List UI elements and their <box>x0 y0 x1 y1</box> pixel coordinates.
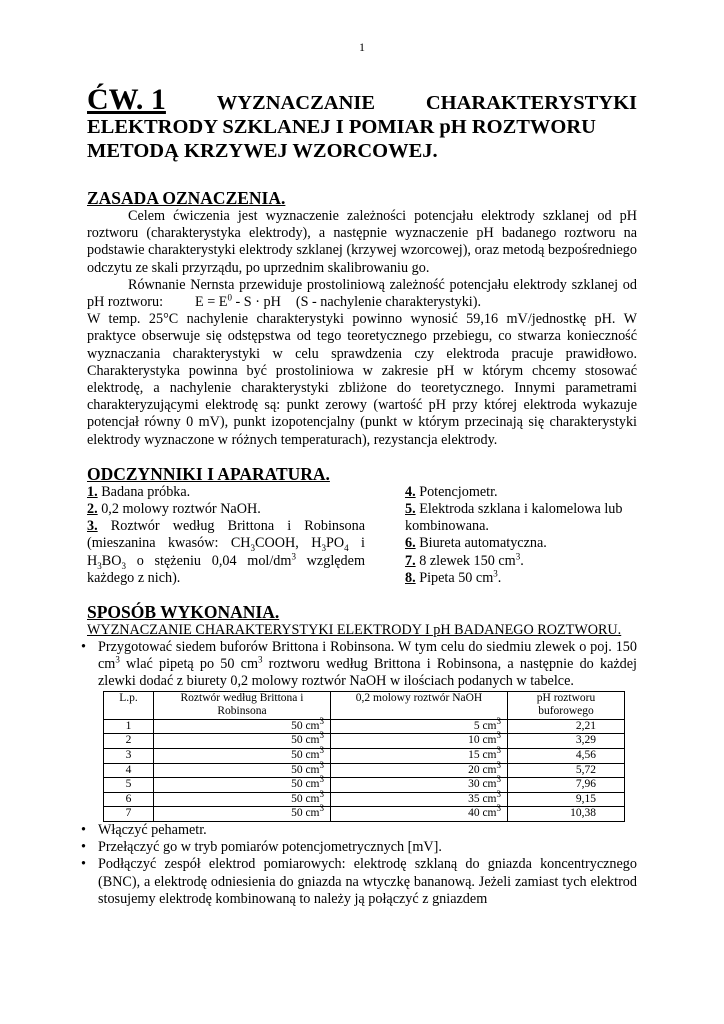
cell-britton: 50 $cm^3$ <box>154 719 331 734</box>
reagent-7: 7. 8 zlewek 150 $cm^3$. <box>405 550 524 569</box>
zasada-paragraph-1: Celem ćwiczenia jest wyznaczenie zależności potencjału elektrody szklanej od pH roztworu (charakterystyka elektrody), a następnie wyznaczenie pH badanego roztworu na podstawie charakterystyki elektrody szklanej (krzywej wzorcowej), oraz metodą bezpośredniego odczytu ze skali przyrządu, po uprzednim skalibrowaniu go. <box>87 208 637 276</box>
heading-sposob: SPOSÓB WYKONANIA. <box>87 602 280 623</box>
reagent-4: 4. Potencjometr. <box>405 483 498 500</box>
table-row <box>104 719 625 734</box>
cell-ph: 2,21 <box>508 719 625 734</box>
cell-lp: 4 <box>104 763 154 778</box>
header-lp: L.p. <box>104 691 154 719</box>
cell-lp: 5 <box>104 778 154 793</box>
cell-ph: 7,96 <box>508 778 625 793</box>
cell-lp: 6 <box>104 792 154 807</box>
cell-britton: 50 $cm^3$ <box>154 778 331 793</box>
cell-britton: 50 $cm^3$ <box>154 792 331 807</box>
cell-lp: 3 <box>104 749 154 764</box>
cell-ph: 4,56 <box>508 749 625 764</box>
procedure-step-2: • Włączyć pehametr. <box>87 822 637 839</box>
cell-naoh: 10 $cm^3$ <box>331 734 508 749</box>
cell-naoh: 5 $cm^3$ <box>331 719 508 734</box>
table-row <box>104 734 625 749</box>
cell-naoh: 35 $cm^3$ <box>331 792 508 807</box>
table-row <box>104 778 625 793</box>
reagent-3: 3. Roztwór według Brittona i Robinsona (mieszanina kwasów: $CH_3COOH$, $H_3PO_4$ i $H_3BO_3$ o stężeniu 0,04 mol/$dm^3$ względem każdego z nich). <box>87 518 365 586</box>
title-word-wyznaczanie: WYZNACZANIE <box>216 92 376 114</box>
cell-britton: 50 $cm^3$ <box>154 734 331 749</box>
procedure-list <box>87 639 637 691</box>
cell-naoh: 40 $cm^3$ <box>331 807 508 822</box>
table-row <box>104 792 625 807</box>
nernst-equation: $E = E^0 - S$ · pH <box>195 292 281 311</box>
reagent-6: 6. Biureta automatyczna. <box>405 535 547 552</box>
header-britton: Roztwór według Brittona i Robinsona <box>154 691 331 719</box>
title-line-3: METODĄ KRZYWEJ WZORCOWEJ. <box>87 140 438 162</box>
nernst-note: (S - nachylenie charakterystyki). <box>295 294 482 311</box>
reagents-column-right <box>405 484 637 587</box>
cell-naoh: 20 $cm^3$ <box>331 763 508 778</box>
procedure-step-4: • Podłączyć zespół elektrod pomiarowych: elektrodę szklaną do gniazda koncentrycznego (BNC), a elektrodę odniesienia do gniazda na wtyczkę bananową. Jeżeli zamiast tych elektrod stosujemy elektrodę kombinowaną to należy ją połączyć z gniazdem <box>87 856 637 908</box>
page-number: 1 <box>359 40 365 54</box>
cell-britton: 50 $cm^3$ <box>154 749 331 764</box>
reagent-2: 2. 0,2 molowy roztwór NaOH. <box>87 501 261 518</box>
cell-ph: 10,38 <box>508 807 625 822</box>
cell-britton: 50 $cm^3$ <box>154 807 331 822</box>
reagent-5: 5. Elektroda szklana i kalomelowa lub kombinowana. <box>405 501 623 535</box>
zasada-paragraph-3: W temp. 25°C nachylenie charakterystyki powinno wynosić 59,16 mV/jednostkę pH. W praktyce obserwuje się odstępstwa od tego teoretycznego przebiegu, co stwarza konieczność wyznaczania charakterystyki w celu sprawdzenia czy elektroda pracuje prawidłowo. Charakterystyka powinna być prostoliniowa w zakresie pH w którym chcemy stosować elektrodę, a nachylenie charakterystyki zbliżone do teoretycznego. Innymi parametrami charakteryzującymi elektrodę są: punkt zerowy (wartość pH przy której elektroda wykazuje potencjał równy 0 mV), punkt izopotencjalny (punkt w którym przecinają się charakterystyki elektrody wyznaczone w różnych temperaturach), rezystancja elektrody. <box>87 311 637 448</box>
page-content <box>87 83 637 908</box>
cell-britton: 50 $cm^3$ <box>154 763 331 778</box>
header-naoh: 0,2 molowy roztwór NaOH <box>331 691 508 719</box>
procedure-list-continued <box>87 822 637 908</box>
buffer-table <box>103 691 625 822</box>
table-row <box>104 807 625 822</box>
title-word-charakterystyki: CHARAKTERYSTYKI <box>425 92 637 114</box>
heading-odczynniki: ODCZYNNIKI I APARATURA. <box>87 463 330 484</box>
procedure-step-3: • Przełączyć go w tryb pomiarów potencjometrycznych [mV]. <box>87 839 637 856</box>
nernst-intro: Równanie Nernsta przewiduje prostoliniową zależność potencjału elektrody szklanej od pH roztworu: <box>87 276 637 311</box>
title-line-2: ELEKTRODY SZKLANEJ I POMIAR pH ROZTWORU <box>87 116 596 138</box>
reagent-8: 8. Pipeta 50 $cm^3$. <box>405 568 502 586</box>
cell-ph: 3,29 <box>508 734 625 749</box>
subheading-charakterystyka: WYZNACZANIE CHARAKTERYSTYKI ELEKTRODY I pH BADANEGO ROZTWORU. <box>87 622 622 639</box>
cell-lp: 2 <box>104 734 154 749</box>
cell-lp: 1 <box>104 719 154 734</box>
reagent-1: 1. Badana próbka. <box>87 483 191 500</box>
cell-lp: 7 <box>104 807 154 822</box>
cell-ph: 9,15 <box>508 792 625 807</box>
table-header-row <box>104 691 625 719</box>
zasada-paragraph-2 <box>87 277 637 311</box>
reagents-column-left <box>87 484 365 587</box>
procedure-step-1: • Przygotować siedem buforów Brittona i Robinsona. W tym celu do siedmiu zlewek o poj. 150 $cm^3$ wlać pipetą po 50 $cm^3$ roztworu według Brittona i Robinsona, a następnie do każdej zlewki dodać z biurety 0,2 molowy roztwór NaOH w ilościach podanych w tabelce. <box>87 639 637 691</box>
table-row <box>104 749 625 764</box>
document-title <box>87 83 637 163</box>
reagents-list <box>87 484 637 587</box>
cell-naoh: 30 $cm^3$ <box>331 778 508 793</box>
header-ph: pH roztworu buforowego <box>508 691 625 719</box>
title-line-1 <box>87 83 637 116</box>
table-row <box>104 763 625 778</box>
exercise-number: ĆW. 1 <box>87 83 166 116</box>
heading-zasada: ZASADA OZNACZENIA. <box>87 188 286 208</box>
cell-ph: 5,72 <box>508 763 625 778</box>
cell-naoh: 15 $cm^3$ <box>331 749 508 764</box>
